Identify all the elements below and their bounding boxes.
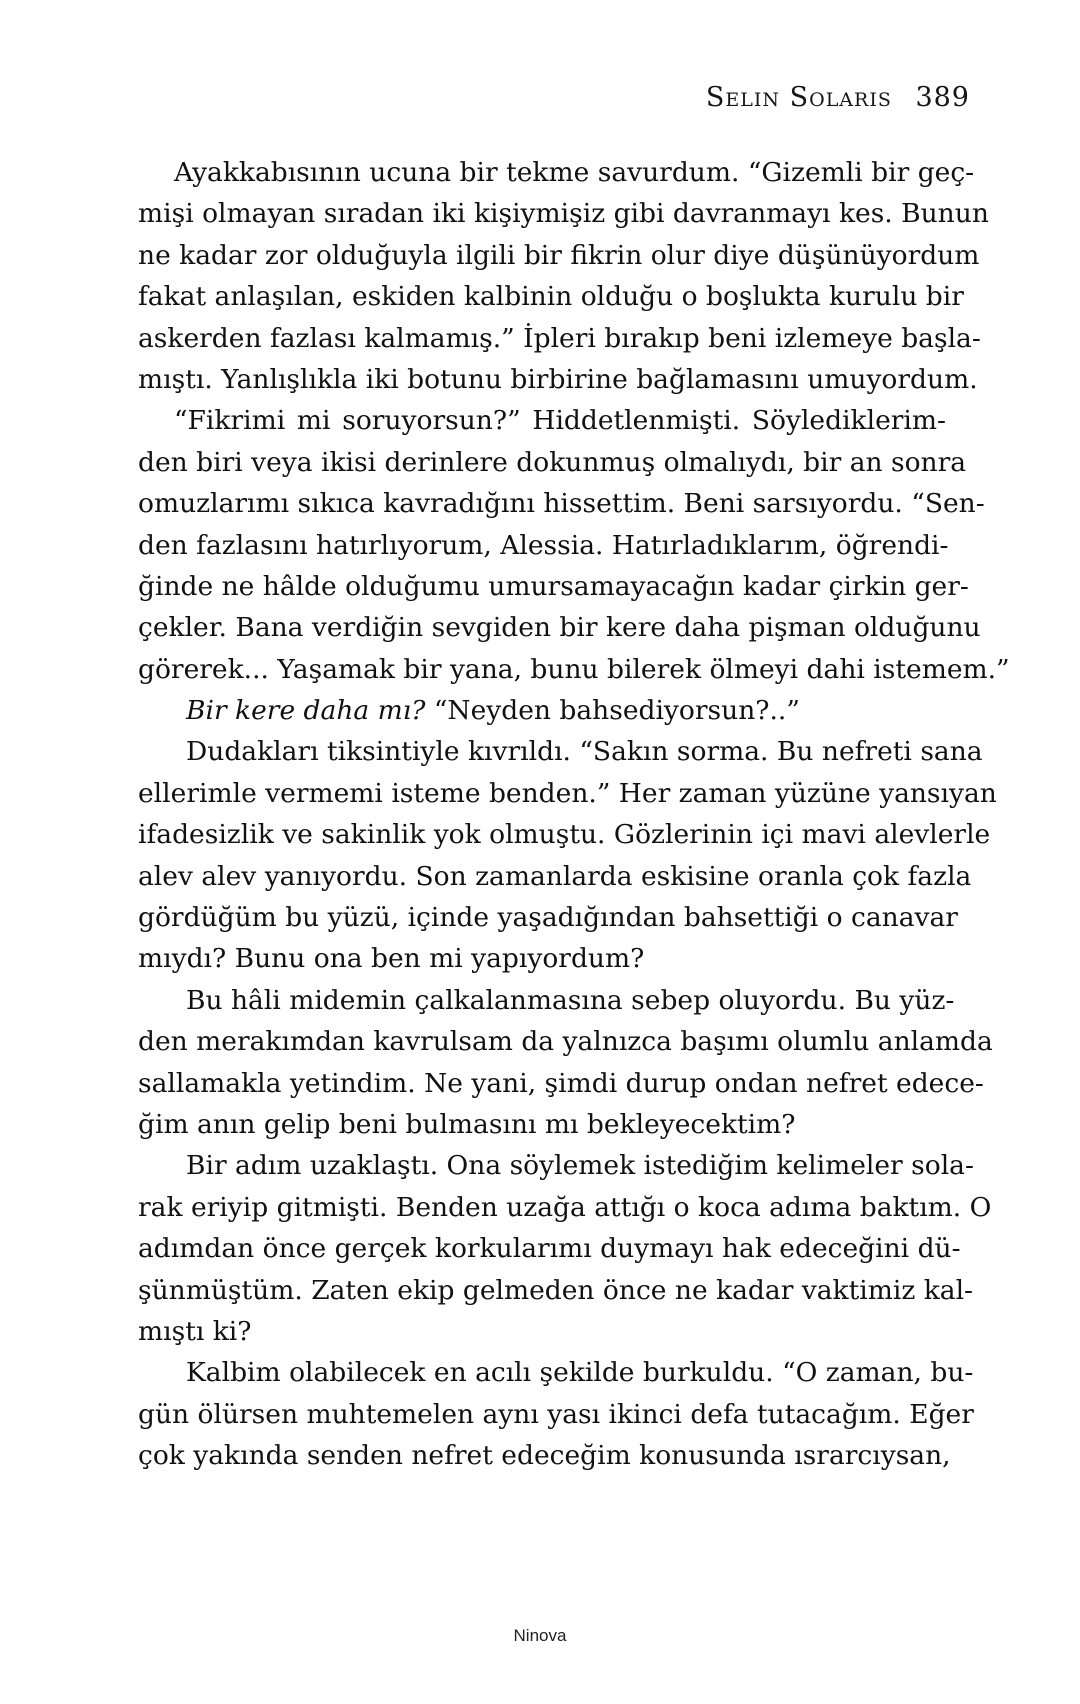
- running-head: [706, 82, 970, 113]
- text-line: ğim anın gelip beni bulmasını mı bekleyecektim?: [138, 1108, 796, 1140]
- text-line: mişi olmayan sıradan iki kişiymişiz gibi davranmayı kes. Bunun: [138, 198, 989, 230]
- text-line: ifadesizlik ve sakinlik yok olmuştu. Gözlerinin içi mavi alevlerle: [138, 819, 991, 851]
- text-line: den merakımdan kavrulsam da yalnızca başımı olumlu anlamda: [138, 1026, 993, 1058]
- book-title: Selin Solaris: [705, 82, 892, 113]
- publisher-footer: Ninova: [513, 1626, 567, 1645]
- text-line: “Neyden bahsediyorsun?..”: [433, 695, 800, 727]
- text-line: gün ölürsen muhtemelen aynı yası ikinci defa tutacağım. Eğer: [138, 1398, 974, 1430]
- text-line: mıştı. Yanlışlıkla iki botunu birbirine bağlamasını umuyordum.: [138, 363, 978, 395]
- text-line: adımdan önce gerçek korkularımı duymayı hak edeceğini dü-: [138, 1233, 961, 1265]
- text-line: askerden fazlası kalmamış.” İpleri bırakıp beni izlemeye başla-: [138, 322, 981, 354]
- page-number: 389: [915, 82, 970, 113]
- text-line: ğinde ne hâlde olduğumu umursamayacağın kadar çirkin ger-: [138, 570, 969, 602]
- text-line: “Fikrimi mi soruyorsun?” Hiddetlenmişti. Söylediklerim-: [174, 405, 946, 437]
- text-line: Bir adım uzaklaştı. Ona söylemek istediğim kelimeler sola-: [186, 1150, 974, 1182]
- text-line: görerek... Yaşamak bir yana, bunu bilerek ölmeyi dahi istemem.”: [138, 653, 1010, 685]
- text-line: den biri veya ikisi derinlere dokunmuş olmalıydı, bir an sonra: [138, 446, 967, 478]
- text-line: mıydı? Bunu ona ben mi yapıyordum?: [138, 943, 645, 975]
- text-line: Kalbim olabilecek en acılı şekilde burkuldu. “O zaman, bu-: [186, 1357, 974, 1389]
- text-line: ellerimle vermemi isteme benden.” Her zaman yüzüne yansıyan: [138, 777, 997, 809]
- text-line-italic: [138, 690, 946, 731]
- text-line: Dudakları tiksintiyle kıvrıldı. “Sakın sorma. Bu nefreti sana: [186, 736, 983, 768]
- text-line: fakat anlaşılan, eskiden kalbinin olduğu o boşlukta kurulu bir: [138, 281, 964, 313]
- text-line: çok yakında senden nefret edeceğim konusunda ısrarcıysan,: [138, 1440, 951, 1472]
- text-line: omuzlarımı sıkıca kavradığını hissettim. Beni sarsıyordu. “Sen-: [138, 488, 985, 520]
- text-line: çekler. Bana verdiğin sevgiden bir kere daha pişman olduğunu: [138, 612, 981, 644]
- text-line: mıştı ki?: [138, 1315, 252, 1347]
- text-line: gördüğüm bu yüzü, içinde yaşadığından bahsettiği o canavar: [138, 902, 958, 934]
- text-line: rak eriyip gitmişti. Benden uzağa attığı o koca adıma baktım. O: [138, 1191, 992, 1223]
- text-line: sallamakla yetindim. Ne yani, şimdi durup ondan nefret edece-: [138, 1067, 984, 1099]
- body-text: [138, 152, 1010, 1477]
- text-line: Bu hâli midemin çalkalanmasına sebep oluyordu. Bu yüz-: [186, 984, 955, 1016]
- text-line: den fazlasını hatırlıyorum, Alessia. Hatırladıklarım, öğrendi-: [138, 529, 949, 561]
- text-line: Ayakkabısının ucuna bir tekme savurdum. “Gizemli bir geç-: [174, 157, 975, 188]
- text-line: alev alev yanıyordu. Son zamanlarda eskisine oranla çok fazla: [138, 860, 972, 892]
- text-line: ne kadar zor olduğuyla ilgili bir fikrin olur diye düşünüyordum: [138, 239, 980, 271]
- text-line: şünmüştüm. Zaten ekip gelmeden önce ne kadar vaktimiz kal-: [138, 1274, 974, 1306]
- italic-phrase: Bir kere daha mı?: [186, 695, 426, 727]
